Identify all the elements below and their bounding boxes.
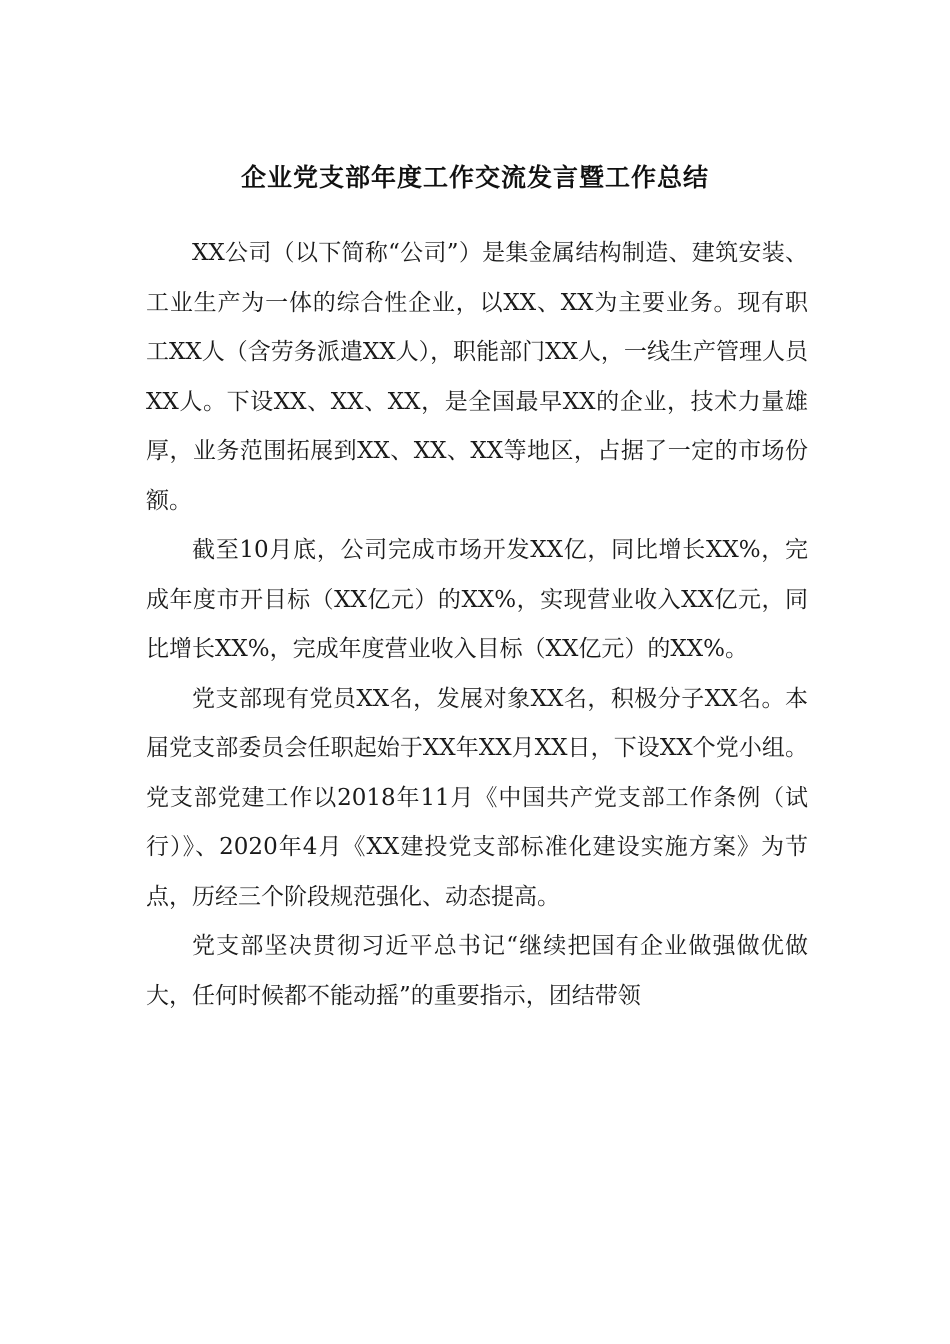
paragraph-party-branch: 党支部现有党员XX名，发展对象XX名，积极分子XX名。本届党支部委员会任职起始于XX年XX月XX日，下设XX个党小组。党支部党建工作以2018年11月《中国共产党支部工作条例（试行）》、2020年4月《XX建投党支部标准化建设实施方案》为节点，历经三个阶段规范强化、动态提高。 xyxy=(146,685,808,910)
document-title: 企业党支部年度工作交流发言暨工作总结 xyxy=(240,163,709,192)
document-body xyxy=(146,229,808,1021)
paragraph-market-results: 截至10月底，公司完成市场开发XX亿，同比增长XX%，完成年度市开目标（XX亿元）的XX%，实现营业收入XX亿元，同比增长XX%，完成年度营业收入目标（XX亿元）的XX%。 xyxy=(146,537,808,662)
paragraph-company-overview: XX公司（以下简称“公司”）是集金属结构制造、建筑安装、工业生产为一体的综合性企业，以XX、XX为主要业务。现有职工XX人（含劳务派遣XX人），职能部门XX人，一线生产管理人员XX人。下设XX、XX、XX，是全国最早XX的企业，技术力量雄厚，业务范围拓展到XX、XX、XX等地区，占据了一定的市场份额。 xyxy=(146,240,808,514)
paragraph-directive: 党支部坚决贯彻习近平总书记“继续把国有企业做强做优做大，任何时候都不能动摇”的重要指示，团结带领 xyxy=(146,933,808,1009)
